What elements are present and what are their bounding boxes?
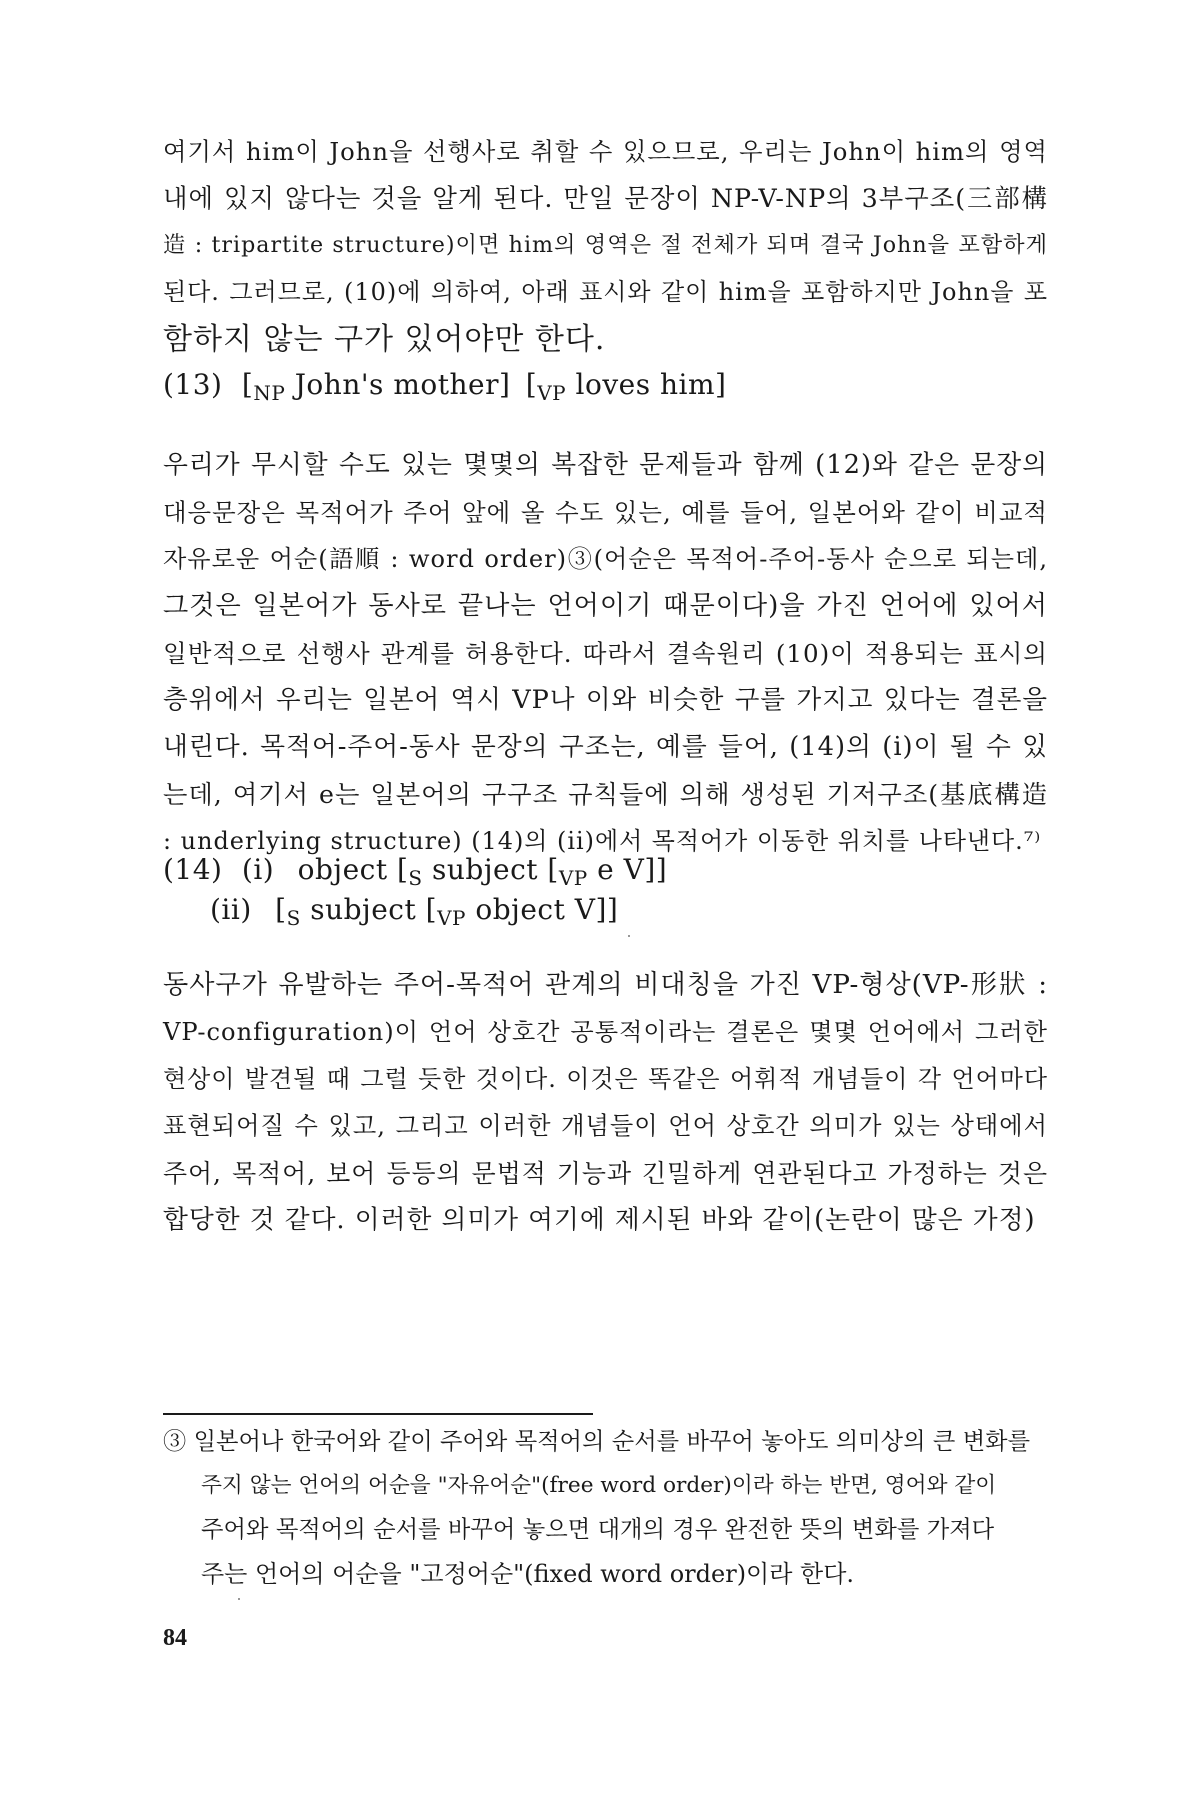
page-number: 84 — [163, 1625, 187, 1651]
example-14-line-1 — [163, 853, 667, 890]
paragraph-line: 내에 있지 않다는 것을 알게 된다. 만일 문장이 NP-V-NP의 3부구조(三部構 — [163, 183, 1048, 213]
paragraph-line: 합당한 것 같다. 이러한 의미가 여기에 제시된 바와 같이(논란이 많은 가정) — [163, 1205, 1036, 1235]
paragraph-line: 造 : tripartite structure)이면 him의 영역은 절 전체가 되며 결국 John을 포함하게 — [163, 232, 1048, 258]
paragraph-line: 자유로운 어순(語順 : word order)③(어순은 목적어-주어-동사 순으로 되는데, — [163, 545, 1048, 573]
roman-numeral: (ii) — [210, 893, 252, 926]
footnote-line: 주어와 목적어의 순서를 바꾸어 놓으면 대개의 경우 완전한 뜻의 변화를 가져다 — [201, 1516, 995, 1543]
roman-numeral: (i) — [241, 853, 275, 886]
footnote-rule — [163, 1413, 593, 1415]
paragraph-2 — [163, 442, 1048, 865]
vp-label: VP — [537, 381, 567, 405]
paragraph-line: 표현되어질 수 있고, 그리고 이러한 개념들이 언어 상호간 의미가 있는 상태에서 — [163, 1112, 1048, 1140]
example-text: e V]] — [597, 853, 668, 886]
paragraph-line: 내린다. 목적어-주어-동사 문장의 구조는, 예를 들어, (14)의 (i)이 될 수 있 — [163, 732, 1048, 762]
bracket: [ — [525, 368, 538, 401]
bracket: [ — [275, 893, 287, 926]
paragraph-line: 현상이 발견될 때 그럴 듯한 것이다. 이것은 똑같은 어휘적 개념들이 각 언어마다 — [163, 1065, 1048, 1093]
example-number: (13) — [163, 368, 223, 401]
paragraph-line: 주어, 목적어, 보어 등등의 문법적 기능과 긴밀하게 연관된다고 가정하는 것은 — [163, 1159, 1048, 1188]
paragraph-line: 대응문장은 목적어가 주어 앞에 올 수도 있는, 예를 들어, 일본어와 같이 비교적 — [163, 498, 1048, 527]
speck — [238, 1598, 240, 1600]
np-text: John's mother] — [294, 368, 511, 401]
paragraph-3 — [163, 962, 1048, 1244]
footnote-line: 주는 언어의 어순을 "고정어순"(fixed word order)이라 한다. — [201, 1560, 855, 1588]
paragraph-line: 여기서 him이 John을 선행사로 취할 수 있으므로, 우리는 John이 him의 영역 — [163, 137, 1048, 166]
paragraph-line: 동사구가 유발하는 주어-목적어 관계의 비대칭을 가진 VP-형상(VP-形狀 : — [163, 970, 1048, 1000]
example-text: object [ — [297, 853, 409, 886]
paragraph-line: : underlying structure) (14)의 (ii)에서 목적어가 이동한 위치를 나타낸다.⁷⁾ — [163, 827, 1042, 855]
vp-label: VP — [437, 906, 466, 930]
s-label: S — [408, 866, 423, 890]
example-text: subject [ — [310, 893, 438, 926]
example-14-line-2 — [210, 893, 618, 930]
footnote — [163, 1420, 1048, 1596]
paragraph-line: 된다. 그러므로, (10)에 의하여, 아래 표시와 같이 him을 포함하지만 John을 포 — [163, 278, 1048, 306]
bracket: [ — [241, 368, 254, 401]
paragraph-line: VP-configuration)이 언어 상호간 공통적이라는 결론은 몇몇 언어에서 그러한 — [163, 1018, 1048, 1046]
np-label: NP — [253, 381, 286, 405]
example-13 — [163, 368, 726, 405]
vp-label: VP — [558, 866, 588, 890]
example-number: (14) — [163, 853, 223, 886]
vp-text: loves him] — [575, 368, 727, 401]
paragraph-line: 우리가 무시할 수도 있는 몇몇의 복잡한 문제들과 함께 (12)와 같은 문장의 — [163, 450, 1048, 480]
paragraph-line: 일반적으로 선행사 관계를 허용한다. 따라서 결속원리 (10)이 적용되는 표시의 — [163, 639, 1048, 668]
paragraph-1 — [163, 128, 1048, 363]
paragraph-line: 그것은 일본어가 동사로 끝나는 언어이기 때문이다)을 가진 언어에 있어서 — [163, 591, 1048, 621]
example-text: subject [ — [432, 853, 559, 886]
footnote-line: ③ 일본어나 한국어와 같이 주어와 목적어의 순서를 바꾸어 놓아도 의미상의 큰 변화를 — [163, 1428, 1030, 1455]
paragraph-line: 층위에서 우리는 일본어 역시 VP나 이와 비슷한 구를 가지고 있다는 결론을 — [163, 685, 1048, 715]
example-text: object V]] — [475, 893, 619, 926]
speck — [628, 935, 630, 937]
paragraph-line: 는데, 여기서 e는 일본어의 구구조 규칙들에 의해 생성된 기저구조(基底構造 — [163, 780, 1048, 809]
s-label: S — [286, 906, 301, 930]
footnote-line: 주지 않는 언어의 어순을 "자유어순"(free word order)이라 하는 반면, 영어와 같이 — [201, 1473, 997, 1498]
paragraph-line: 함하지 않는 구가 있어야만 한다. — [163, 322, 606, 357]
